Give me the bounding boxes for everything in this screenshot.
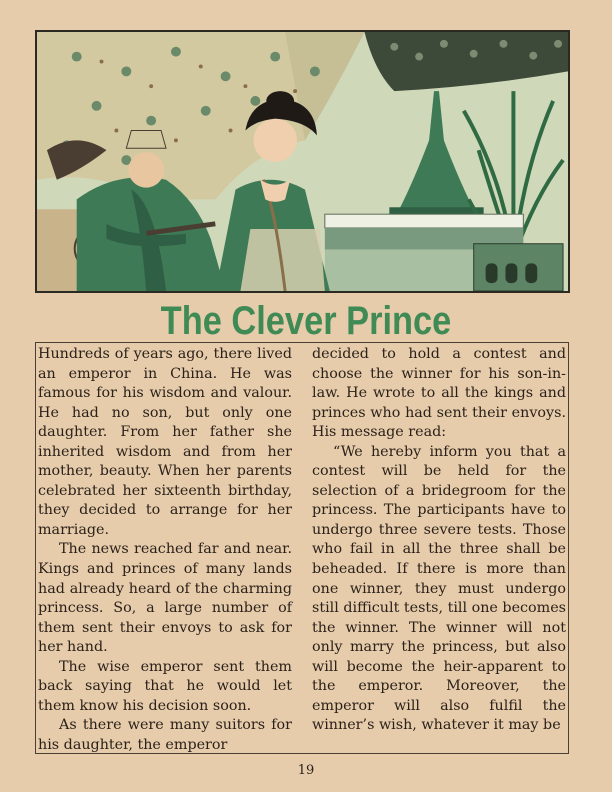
story-title: The Clever Prince: [160, 299, 452, 343]
paragraph: “We hereby inform you that a contest will be held for the selection of a bridegroom for the princess. The participants have to undergo three severe tests. Those who fail in all the three shall be beheaded. If there is more than one winner, they must undergo still difficult tests, till one becomes the winner. The winner will not only marry the princess, but also will become the heir-apparent to the emperor. Moreover, the emperor will also fulfil the winner’s wish, whatever it may be: [312, 443, 567, 734]
paragraph: Hundreds of years ago, there lived an emperor in China. He was famous for his wisdom and valour. He had no son, but only one daughter. From her father she inherited wisdom and from her mother, beauty. When her parents celebrated her sixteenth birthday, they decided to arrange for her marriage.: [38, 346, 292, 538]
story-illustration: [35, 30, 570, 293]
illustration-emperor-and-princess: [37, 32, 568, 291]
paragraph: The wise emperor sent them back saying that he would let them know his decision soon.: [38, 658, 292, 714]
right-column: [312, 345, 566, 736]
page-number: 19: [297, 763, 315, 778]
paragraph: decided to hold a contest and choose the winner for his son-in-law. He wrote to all the kings and princes who had sent their envoys. His message read:: [312, 346, 566, 441]
paragraph: As there were many suitors for his daughter, the emperor: [38, 717, 292, 753]
paragraph: The news reached far and near. Kings and princes of many lands had already heard of the charming princess. So, a large number of them sent their envoys to ask for her hand.: [38, 541, 292, 656]
left-column: [38, 345, 292, 755]
